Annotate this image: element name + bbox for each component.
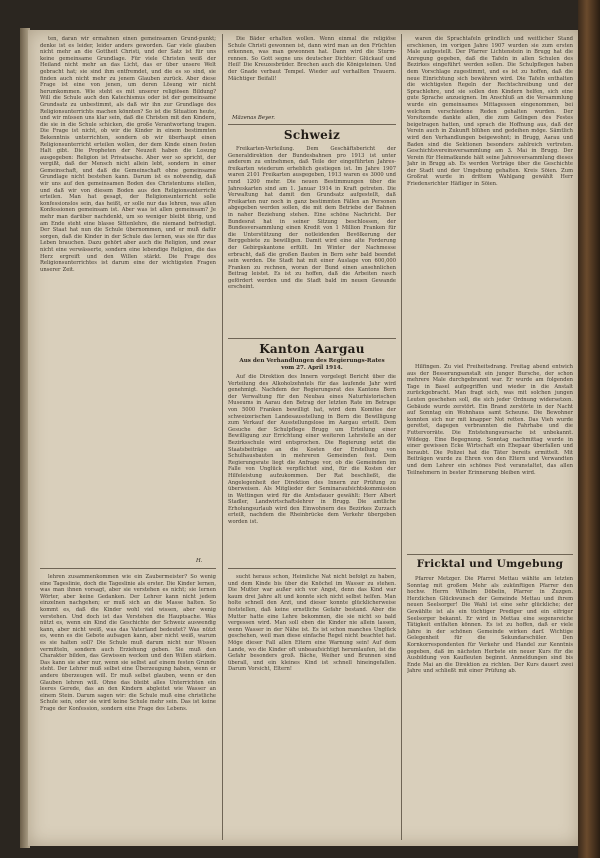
heading-aargau: Kanton Aargau	[259, 342, 365, 356]
column-3-fricktal	[407, 576, 573, 840]
heading-fricktal: Fricktal und Umgebung	[416, 558, 564, 570]
column-3-top	[407, 36, 573, 362]
divider	[407, 554, 573, 555]
article-text: Freikarten-Verteilung. Dem Geschäftsbericht der Generaldirektion der Bundesbahnen pro 1913 ist unter anderem zu entnehmen, daß Teile der eingeführten Jahres-freikarten wiederum erheblich gestiegen ist. Im Jahre 1907 waren 2101 Freikarten ausgegeben, 1913 waren es 3000 und rund 1200 mehr. Die neuen Bestimmungen über die Jahreskarten sind am 1. Januar 1914 in Kraft getreten. Die Verwaltung hat damit den Grundsatz aufgestellt, daß Freikarten nur noch in ganz bestimmten Fällen an Personen abgegeben werden sollen, die mit dem Betriebe der Bahnen in naher Beziehung stehen. Eine schöne Nachricht. Der Bundesrat hat in seiner Sitzung beschlossen, der Bundesversammlung einen Kredit von 1 Million Franken für die Unterstützung der notleidenden Bevölkerung der Berggebiete zu bewilligen. Damit wird eine alte Forderung der Gebirgskantone erfüllt. Im Winter der Nachmesse erbracht, daß die großen Bauten in Bern sehr bald beendet sein werden. Die Stadt hat mit einer Auslage von 600,000 Franken zu rechnen, woran der Bund einen ansehnlichen Beitrag leistet. Es ist zu hoffen, daß die Arbeiten rasch gefördert werden und die Stadt bald im neuen Gewande erscheint.	[228, 146, 396, 291]
article-text: ten, daran wir ermahnen einen gemeinsamen Grund-punkt; denke ist es leider, leider anders geworden. Gar viele glauben nicht mehr an die Gottheit Christi, und der Satz ist für uns keine gemeinsame Grundlage. Für viele Christen weiß der Heiland nicht mehr an das Licht, das er über unsere Welt gebracht hat; sie sind ihm entfremdet, und die es so sind, sie finden auch nicht mehr zu jenem Glauben zurück. Aber diese Frage ist eine von jenen, um deren Lösung wir nicht herumkommen. Wie steht es mit unserer religiösen Bildung? Will die Schule auch den Katechismus oder ist der gemeinsame Grundsatz zu unbestimmt, als daß wir ihn zur Grundlage des Religionsunterrichts machen könnten? So ist die Situation heute, und wir müssen uns klar sein, daß die Christen mit den Kindern, die sie in die Schule schicken, die große Verantwortung tragen. Die Frage ist nicht, ob wir die Kinder in einem bestimmten Bekenntnis unterrichten, sondern ob wir überhaupt einen Religionsunterricht erteilen wollen, der dem Kinde einen festen Halt gibt. Die Propheten der Neuzeit haben die Losung ausgegeben: Religion ist Privatsache. Aber wer so spricht, der vergißt, daß der Mensch nicht allein lebt, sondern in einer Gemeinschaft, und daß die Gemeinschaft ohne gemeinsame Grundlage nicht bestehen kann. Darum ist es notwendig, daß wir uns auf den gemeinsamen Boden des Christentums stellen, und daß wir von diesem Boden aus den Religionsunterricht erteilen. Man hat gesagt, der Religionsunterricht solle konfessionslos sein, das heißt, er solle nur das lehren, was allen Konfessionen gemeinsam ist. Aber was ist allen gemeinsam? Je mehr man darüber nachdenkt, um so weniger bleibt übrig, und am Ende steht eine blasse Sittenlehre, die niemand befriedigt. Der Staat hat nun die Schule übernommen, und er muß dafür sorgen, daß die Kinder in der Schule das lernen, was sie für das Leben brauchen. Dazu gehört aber auch die Religion, und zwar nicht eine verwässerte, sondern eine lebendige Religion, die das Herz ergreift und den Willen stärkt. Die Frage des Religionsunterrichtes ist darum eine der wichtigsten Fragen unserer Zeit.	[40, 36, 216, 273]
divider	[228, 338, 396, 339]
column-2-schweiz	[228, 146, 396, 336]
article-text: lehren zusammenkommen wie ein Zaubermeister? So wenig eine Tageslinie, doch die Tageslinie als erster. Die Kinder lernen, was man ihnen vorsagt, aber sie verstehen es nicht; sie lernen Wörter, aber keine Gedanken. Der Lehrer kann nicht jedem einzelnen nachgehen; er muß sich an die Masse halten. So kommt es, daß die Kinder wohl viel wissen, aber wenig verstehen. Und doch ist das Verstehen die Hauptsache. Was nützt es, wenn ein Kind die Geschichte der Schweiz auswendig kann, aber nicht weiß, was das Vaterland bedeutet? Was nützt es, wenn es die Gebote aufsagen kann, aber nicht weiß, warum es sie halten soll? Die Schule muß darum nicht nur Wissen vermitteln, sondern auch Erziehung geben. Sie muß den Charakter bilden, das Gewissen wecken und den Willen stärken. Das kann sie aber nur, wenn sie selbst auf einem festen Grunde steht. Der Lehrer muß selbst eine Überzeugung haben, wenn er andere überzeugen will. Er muß selbst glauben, wenn er den Glauben lehren will. Ohne das bleibt alles Unterrichten ein leeres Gerede, das an den Kindern abgleitet wie Wasser an einem Stein. Darum sagen wir: die Schule muß eine christliche Schule sein, oder sie wird keine Schule mehr sein. Das ist keine Frage der Konfession, sondern eine Frage des Lebens.	[40, 574, 216, 712]
column-2-aargau	[228, 374, 396, 564]
subheading-aargau: Aus den Verhandlungen des Regierungs-Rates vom 27. April 1914.	[239, 358, 385, 371]
divider	[228, 568, 396, 569]
divider	[228, 124, 396, 125]
article-text: Die Bäder erhalten wollen. Wenn einmal die religiöse Schule Christi gewonnen ist, dann wird man an den Früchten erkennen, was man gewonnen hat. Dann wird die Sturm-rennen. So Gott segne uns deutscher Dichter: Glückauf und Heil! Die Kreuzesbrüder. Brechen auch die Königsteinen. Und der Gnade verbaut Tempel. Wieder auf verhallten Trauern. Mächtiger Beifall!	[228, 36, 396, 82]
signature-maezenas: Mäzenas Beyer.	[232, 115, 276, 121]
book-spine	[578, 0, 600, 858]
column-2-top	[228, 36, 396, 116]
article-text: Hilfingen. Zu viel Freiheitsdrang. Freitag abend entwich aus der Besserungsanstalt ein junger Bursche, der schon mehrere Male durchgebrannt war. Er wurde am folgenden Tage in Basel aufgegriffen und wieder in die Anstalt zurückgebracht. Man fragt sich, was mit solchen jungen Leuten geschehen soll, die sich jeder Ordnung widersetzen. Gebäude wurde zerstört. Ein Brand zerstörte in der Nacht auf Sonntag ein Wohnhaus samt Scheune. Die Bewohner konnten sich nur mit knapper Not retten. Das Vieh wurde gerettet, dagegen verbrannten die Fahrhabe und die Futtervorräte. Die Entstehungsursache ist unbekannt. Wildegg. Eine Begegnung. Sonntag nachmittag wurde in einer gewissen Ecke Wirtschaft ein Ehepaar überfallen und beraubt. Die Polizei hat die Täter bereits ermittelt. Mit Beiträgen wurde zu Ehren von den Eltern und Verwandten und dem Lehrer ein schönes Fest veranstaltet, das allen Teilnehmern in bester Erinnerung bleiben wird.	[407, 364, 573, 476]
newspaper-page	[28, 30, 580, 846]
column-3-mid	[407, 364, 573, 550]
heading-schweiz: Schweiz	[283, 128, 341, 142]
column-rule	[222, 34, 223, 840]
signature-h: H.	[196, 558, 203, 564]
divider	[40, 568, 216, 569]
article-text: waren die Sprachtafeln gründlich und weitlicher Stand erschienen, im vorigen Jahre 1907 wurden sie zum ersten Male aufgestellt. Der Pfarrer Lichtenstein in Brugg hat die Anregung gegeben, daß die Tafeln in allen Schulen des Bezirkes eingeführt werden sollen. Die Schulpflegen haben dem Vorschlage zugestimmt, und es ist zu hoffen, daß die neue Einrichtung sich bewähren wird. Die Tafeln enthalten die wichtigsten Regeln der Rechtschreibung und der Sprachlehre, und sie sollen den Kindern helfen, sich eine gute Sprache anzueignen. Im Anschluß an die Versammlung wurde ein gemeinsames Mittagessen eingenommen, bei welchem verschiedene Reden gehalten wurden. Der Vorsitzende dankte allen, die zum Gelingen des Festes beigetragen hatten, und sprach die Hoffnung aus, daß der Verein auch in Zukunft blühen und gedeihen möge. Sämtlich wird den Verhandlungen beigewohnt; in Brugg, Aarau und Baden sind die Sektionen besonders zahlreich vertreten. Geschichtsvereinsversammlung am 3. Mai in Brugg. Der Verein für Heimatkunde hält seine Jahresversammlung dieses Jahr in Brugg ab. Es werden Vorträge über die Geschichte der Stadt und der Umgebung gehalten. Kreis Söien. Zum Großrat wurde in drittem Wahlgang gewählt Herr Friedensrichter Häfliger in Söien.	[407, 36, 573, 188]
article-text: Pfarrer Metzger. Die Pfarrei Mettau wählte am letzten Sonntag mit großem Mehr als zukünftigen Pfarrer den hochw. Herrn Wilhelm Döbelin, Pfarrer in Zuzgen. Herzlichen Glückwunsch der Gemeinde Mettau und ihrem neuen Seelsorger! Die Wahl ist eine sehr glückliche; der Gewählte ist als ein tüchtiger Prediger und ein eifriger Seelsorger bekannt. Er wird in Mettau eine segensreiche Tätigkeit entfalten können. Es ist zu hoffen, daß er viele Jahre in der schönen Gemeinde wirken darf. Wichtige Gelegenheit für die Sekundarschüler. Den Kornkorrespondenten für Verkehr und Handel zur Kenntnis gegeben, daß im nächsten Herbste ein neuer Kurs für die Ausbildung von Kaufleuten beginnt. Anmeldungen sind bis Ende Mai an die Direktion zu richten. Der Kurs dauert zwei Jahre und schließt mit einer Prüfung ab.	[407, 576, 573, 675]
article-text: Auf die Direktion des Innern vorgelegt Bericht über die Verteilung des Alkoholzehntels für das laufende Jahr wird genehmigt. Nachdem der Regierungsrat des Kantons Bern der Verwaltung für den Neubau eines Naturhistorischen Museums in Aarau den Betrag der letzten Rate im Betrage von 5000 Franken bewilligt hat, wird dem Komitee der schweizerischen Landesausstellung in Bern die Bewilligung zum Verkauf der Ausstellungslose im Aargau erteilt. Dem Gesuche der Schulpflege Brugg um Erteilung einer Bewilligung zur Errichtung einer weiteren Lehrstelle an der Bezirksschule wird entsprochen. Die Regierung setzt die Staatsbeiträge an die Kosten der Erstellung von Schulhausbauten in mehreren Gemeinden fest. Dem Regierungsrate liegt die Anfrage vor, ob die Gemeinden im Falle von Unglück verpflichtet sind, für die Kosten der Hilfeleistung aufzukommen. Der Rat beschließt, die Angelegenheit der Direktion des Innern zur Prüfung zu überweisen. Als Mitglieder der Seminaraufsichtskommission in Wettingen wird für die Amtsdauer gewählt: Herr Albert Stadler, Landwirtschaftslehrer in Brugg. Die amtliche Erholungsurlaub wird den Einwohnern des Bezirkes Zurzach erteilt, nachdem die Rheinbrücke dem Verkehr übergeben worden ist.	[228, 374, 396, 526]
column-1-top	[40, 36, 216, 556]
column-1-bottom	[40, 574, 216, 840]
article-text: sucht heraus schon, Heimliche Nat nicht befolgt zu haben, und dem Kinde bis über die Knöchel im Wasser zu stehen. Die Mutter war außer sich vor Angst, denn das Kind war kaum drei Jahre alt und konnte sich nicht selbst helfen. Man holte schnell den Arzt, und dieser konnte glücklicherweise feststellen, daß keine ernstliche Gefahr bestand. Aber die Mutter hatte eine Lehre bekommen, die sie nicht so bald vergessen wird. Man soll eben die Kinder nie allein lassen, wenn Wasser in der Nähe ist. Es ist schon manches Unglück geschehen, weil man diese einfache Regel nicht beachtet hat. Möge dieser Fall allen Eltern eine Warnung sein! Auf dem Lande, wo die Kinder oft unbeaufsichtigt herumlaufen, ist die Gefahr besonders groß. Bäche, Weiher und Brunnen sind überall, und ein kleines Kind ist schnell hineingefallen. Darum Vorsicht, Eltern!	[228, 574, 396, 673]
column-rule	[401, 34, 402, 840]
column-2-bottom	[228, 574, 396, 840]
